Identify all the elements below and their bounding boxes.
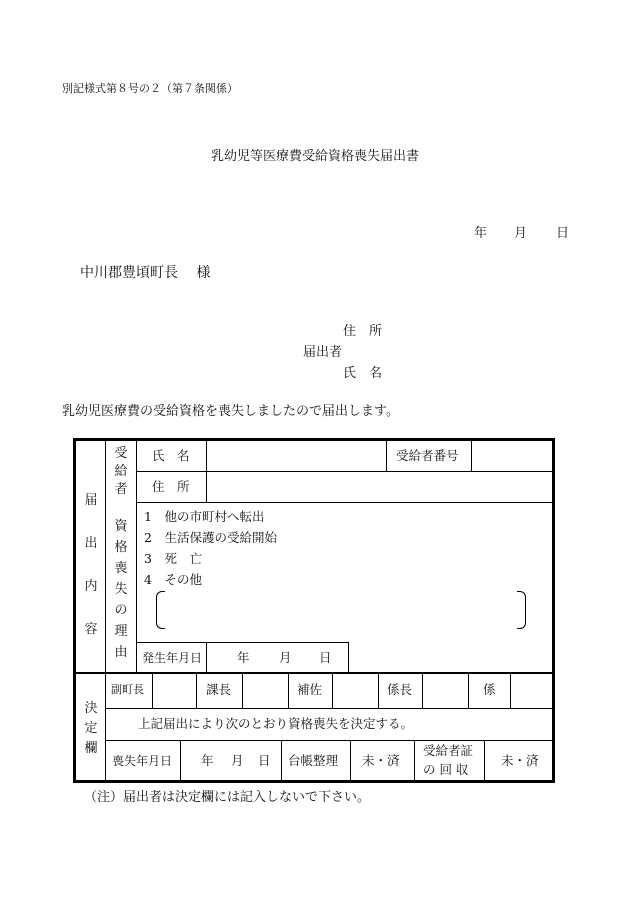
approval-deputy-mayor: 副町長 [111,683,144,696]
approval-assistant: 補佐 [297,682,323,697]
name-label: 氏 名 [152,448,190,463]
loss-date-label: 喪失年月日 [112,754,173,768]
other-reason-bracket-right [517,591,526,629]
document-title: 乳幼児等医療費受給資格喪失届出書 [210,149,419,164]
footnote: （注）届出者は決定欄には記入しないで下さい。 [84,790,371,805]
approval-section-chief: 課長 [206,682,232,697]
recipient-number-label: 受給者番号 [396,448,459,463]
date-month-label: 月 [514,226,528,241]
reason-3: 3 死 亡 [144,551,202,566]
address-label: 住 所 [152,479,190,494]
card-collection-label-1: 受給者証 [423,743,474,758]
decision-statement: 上記届出により次のとおり資格喪失を決定する。 [138,716,414,731]
ledger-status: 未・済 [362,753,400,768]
card-status: 未・済 [501,753,539,768]
approval-staff: 係 [483,682,496,697]
reason-1: 1 他の市町村へ転出 [144,509,265,524]
approval-subsection-chief: 係長 [387,682,413,697]
reason-4: 4 その他 [144,572,202,587]
form-reference: 別記様式第８号の２（第７条関係） [62,82,238,95]
loss-year-label: 年 [201,753,214,768]
section-decision-label: 決 定 欄 [84,701,98,756]
notifier-label: 届出者 [303,345,343,360]
statement: 乳幼児医療費の受給資格を喪失しましたので届出します。 [62,404,399,419]
ledger-label: 台帳整理 [288,753,339,768]
date-year-label: 年 [474,226,488,241]
section-reason-label: 資 格 喪 失 の 理 由 [114,519,128,660]
occurrence-day-label: 日 [319,650,332,665]
loss-month-label: 月 [231,753,244,768]
occurrence-date-label: 発生年月日 [142,651,203,665]
occurrence-month-label: 月 [279,650,292,665]
notifier-name-label: 氏 名 [343,366,383,381]
section-recipient-label: 受 給 者 [114,446,128,497]
notifier-address-label: 住 所 [343,324,383,339]
reason-2: 2 生活保護の受給開始 [144,530,277,545]
date-day-label: 日 [556,226,570,241]
card-collection-label-2: の 回 収 [423,762,469,777]
occurrence-year-label: 年 [237,650,250,665]
other-reason-bracket-left [156,591,165,629]
loss-day-label: 日 [258,753,271,768]
section-notification-label: 届 出 内 容 [84,493,98,637]
addressee: 中川郡豊頃町長 様 [80,265,211,281]
notification-form [73,438,555,783]
